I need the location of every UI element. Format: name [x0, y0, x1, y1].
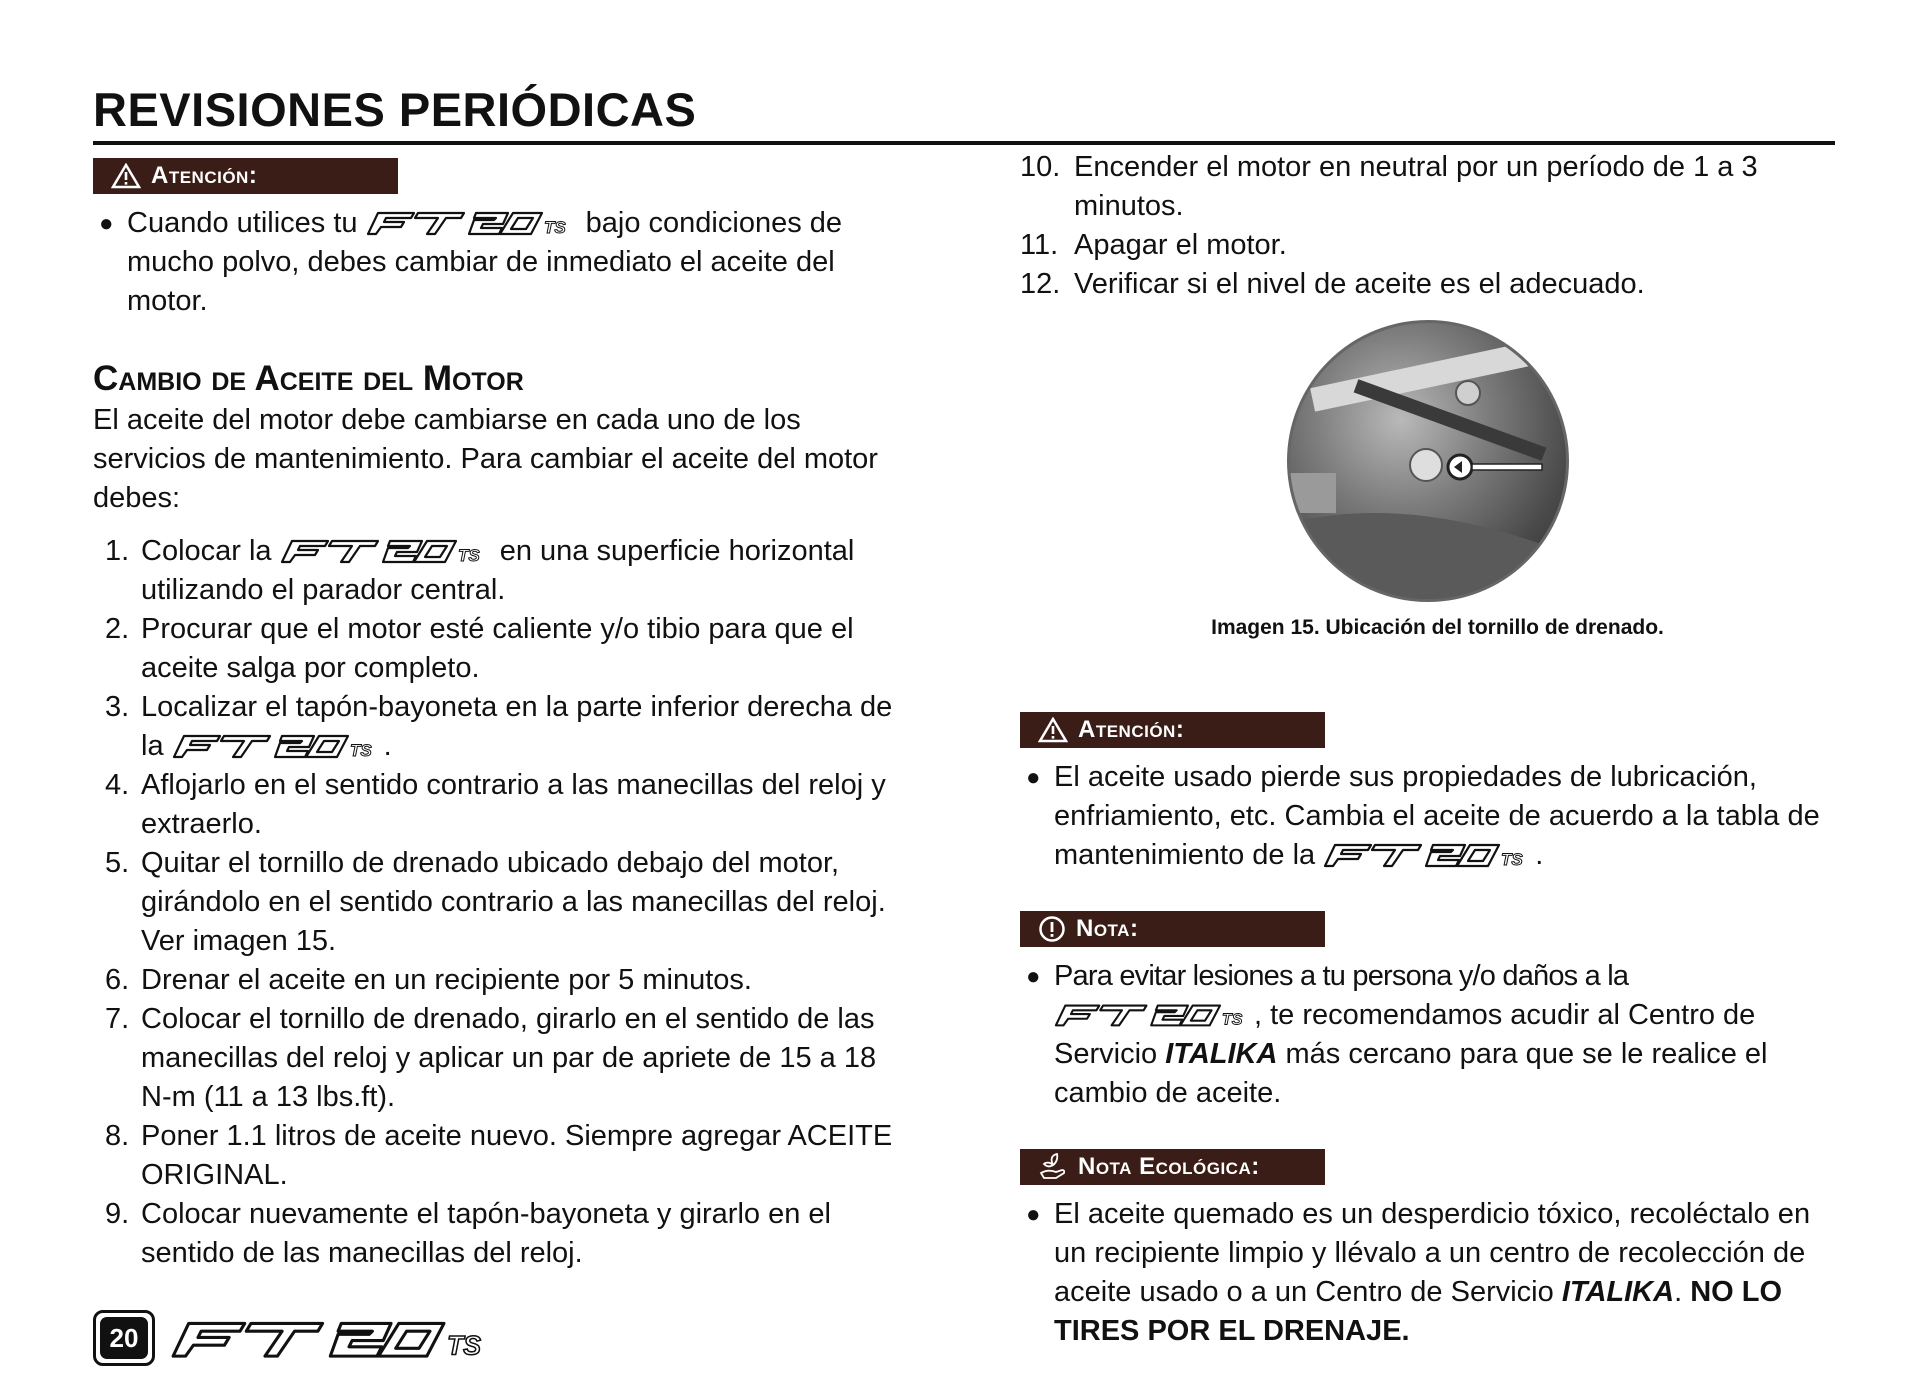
brand-italika: ITALIKA [1165, 1038, 1278, 1070]
attention-text: Cuando utilices tu [127, 207, 358, 239]
exclamation-circle-icon [1038, 915, 1066, 943]
attention-label: Atención: [1078, 716, 1185, 743]
note-bullet: ● Para evitar lesiones a tu persona y/o daños a la TS , te recomendamos acudir al Centro de Servicio ITALIKA más cercano para que se le realice el cambio de aceite. [1020, 957, 1835, 1113]
attention-bullet-left [93, 204, 913, 321]
ft250ts-footer-logo [170, 1318, 500, 1360]
eco-warning-bold: NO LO TIRES POR EL DRENAJE. [1054, 1276, 1783, 1347]
steps-list-left [93, 532, 913, 1273]
list-item: 10. Encender el motor en neutral por un período de 1 a 3 minutos. [1020, 151, 1758, 222]
bullet-dot: ● [99, 210, 114, 237]
ft250ts-logo [1323, 842, 1535, 868]
eco-note-bullet: ● El aceite quemado es un desperdicio tóxico, recoléctalo en un recipiente limpio y llévalo a un centro de recolección de aceite usado o a un Centro de Servicio ITALIKA. NO LO TIRES POR EL DRENAJE. [1020, 1195, 1835, 1351]
ft250ts-logo [1054, 1002, 1254, 1028]
list-item: 9. Colocar nuevamente el tapón-bayoneta y girarlo en el sentido de las manecillas del reloj. [105, 1198, 831, 1269]
ft250ts-logo [366, 210, 578, 236]
bullet-dot: ● [1026, 764, 1041, 791]
warning-triangle-icon [111, 163, 141, 189]
note-label: Nota: [1076, 915, 1139, 942]
drain-bolt-photo [1287, 320, 1569, 602]
bullet-dot: ● [1026, 963, 1041, 990]
list-item: 5. Quitar el tornillo de drenado ubicado debajo del motor, girándolo en el sentido contrario a las manecillas del reloj. Ver imagen 15. [105, 847, 886, 957]
attention-banner-right [1020, 712, 1325, 748]
title-rule [93, 141, 1835, 145]
page-title: REVISIONES PERIÓDICAS [93, 83, 697, 136]
ft250ts-logo [172, 733, 384, 759]
list-item: 1. Colocar la TS en una superficie horizontal utilizando el parador central. [105, 535, 855, 606]
svg-text:TS: TS [1501, 850, 1523, 868]
attention-bullet-right: ● El aceite usado pierde sus propiedades de lubricación, enfriamiento, etc. Cambia el aceite de acuerdo a la tabla de mantenimiento de la TS . [1020, 758, 1835, 875]
note-banner [1020, 911, 1325, 947]
attention-banner-left [93, 158, 398, 194]
right-column [1020, 148, 1835, 1351]
ft250ts-logo [280, 538, 492, 564]
svg-text:TS: TS [457, 546, 480, 564]
list-item: 4. Aflojarlo en el sentido contrario a las manecillas del reloj y extraerlo. [105, 769, 886, 840]
eco-note-label: Nota Ecológica: [1078, 1153, 1260, 1180]
svg-text:TS: TS [543, 218, 566, 236]
page-number-badge [93, 1310, 155, 1366]
warning-triangle-icon [1038, 717, 1068, 743]
list-item: 11. Apagar el motor. [1020, 229, 1287, 261]
section-heading: Cambio de Aceite del Motor [93, 359, 524, 398]
bullet-dot: ● [1026, 1201, 1041, 1228]
figure-15 [1020, 320, 1835, 640]
figure-caption: Imagen 15. Ubicación del tornillo de drenado. [1211, 616, 1664, 639]
left-column [93, 158, 913, 1273]
page-number: 20 [100, 1317, 148, 1359]
svg-text:TS: TS [349, 741, 372, 759]
eco-hand-icon [1038, 1153, 1068, 1181]
list-item: 12. Verificar si el nivel de aceite es el adecuado. [1020, 268, 1645, 300]
eco-note-banner [1020, 1149, 1325, 1185]
section-intro: El aceite del motor debe cambiarse en cada uno de los servicios de mantenimiento. Para cambiar el aceite del motor debes: [93, 404, 878, 514]
list-item: 3. Localizar el tapón-bayoneta en la parte inferior derecha de la TS . [105, 691, 893, 762]
steps-list-right [1020, 148, 1835, 304]
svg-text:TS: TS [1221, 1010, 1243, 1028]
list-item: 8. Poner 1.1 litros de aceite nuevo. Siempre agregar ACEITE ORIGINAL. [105, 1120, 893, 1191]
list-item: 6. Drenar el aceite en un recipiente por 5 minutos. [105, 964, 752, 996]
attention-text-cont: bajo condiciones de mucho polvo, debes cambiar de inmediato el aceite del motor. [127, 207, 843, 317]
svg-text:TS: TS [447, 1330, 481, 1360]
list-item: 2. Procurar que el motor esté caliente y/o tibio para que el aceite salga por completo. [105, 613, 854, 684]
brand-italika: ITALIKA [1561, 1276, 1675, 1308]
attention-label: Atención: [151, 162, 258, 189]
list-item: 7. Colocar el tornillo de drenado, girarlo en el sentido de las manecillas del reloj y aplicar un par de apriete de 15 a 18 N-m (11 a 13 lbs.ft). [105, 1003, 877, 1113]
